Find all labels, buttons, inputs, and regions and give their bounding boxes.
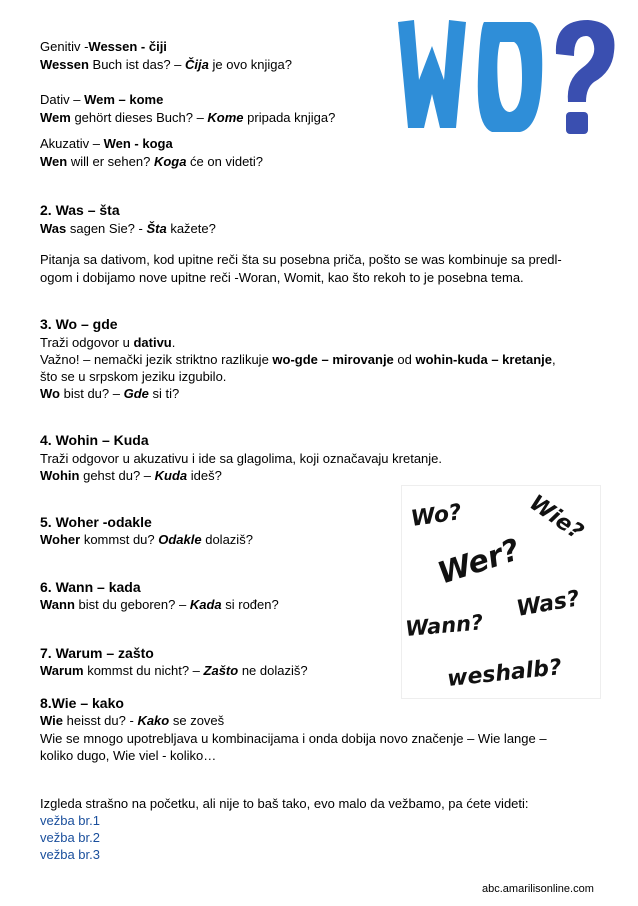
genitiv-line: Genitiv -Wessen - čiji [40, 39, 167, 54]
exercise-link-1[interactable]: vežba br.1 [40, 813, 100, 828]
wann-example: Wann bist du geboren? – Kada si rođen? [40, 597, 279, 612]
footer-site: abc.amarilisonline.com [482, 883, 594, 895]
wohin-example: Wohin gehst du? – Kuda ideš? [40, 468, 222, 483]
wie-example: Wie heisst du? - Kako se zoveš [40, 713, 225, 728]
wen-example: Wen will er sehen? Koga će on videti? [40, 154, 264, 169]
section-7-title: 7. Warum – zašto [40, 645, 154, 661]
question-words-image [401, 485, 601, 699]
scribble-word: Wer? [433, 532, 525, 592]
wie-paragraph-line-2: koliko dugo, Wie viel - koliko… [40, 748, 217, 763]
exercise-link-3[interactable]: vežba br.3 [40, 847, 100, 862]
wessen-example: Wessen Buch ist das? – Čija je ovo knjiga? [40, 57, 292, 72]
wo-line-2: Važno! – nemački jezik striktno razlikuje wo-gde – mirovanje od wohin-kuda – kretanje, [40, 352, 556, 367]
wo-example: Wo bist du? – Gde si ti? [40, 386, 180, 401]
section-5-title: 5. Woher -odakle [40, 514, 152, 530]
scribble-word: Was? [514, 586, 582, 622]
wohin-line-1: Traži odgovor u akuzativu i ide sa glagolima, koji označavaju kretanje. [40, 451, 443, 466]
section-8-title: 8.Wie – kako [40, 695, 124, 711]
scribble-word: Wo? [409, 500, 464, 532]
was-example: Was sagen Sie? - Šta kažete? [40, 221, 216, 236]
scribble-word: weshalb? [446, 655, 563, 692]
section-6-title: 6. Wann – kada [40, 579, 141, 595]
dativ-line: Dativ – Wem – kome [40, 92, 164, 107]
section-2-title: 2. Was – šta [40, 202, 120, 218]
logo-text: WO? [392, 16, 395, 17]
wo-line-1: Traži odgovor u dativu. [40, 335, 176, 350]
wem-example: Wem gehört dieses Buch? – Kome pripada knjiga? [40, 110, 336, 125]
scribble-word: Wann? [404, 610, 485, 641]
akuzativ-line: Akuzativ – Wen - koga [40, 136, 173, 151]
was-paragraph-line-2: ogom i dobijamo nove upitne reči -Woran, Womit, kao što rekoh to je posebna tema. [40, 270, 524, 285]
section-4-title: 4. Wohin – Kuda [40, 432, 149, 448]
warum-example: Warum kommst du nicht? – Zašto ne dolaziš? [40, 663, 308, 678]
outro-text: Izgleda strašno na početku, ali nije to baš tako, evo malo da vežbamo, pa ćete videti: [40, 796, 529, 811]
woher-example: Woher kommst du? Odakle dolaziš? [40, 532, 253, 547]
wo-line-3: što se u srpskom jeziku izgubilo. [40, 369, 227, 384]
wo-logo [392, 16, 620, 144]
scribble-word: Wie? [524, 490, 588, 546]
was-paragraph-line-1: Pitanja sa dativom, kod upitne reči šta su posebna priča, pošto se was kombinuje sa predl- [40, 252, 562, 267]
section-3-title: 3. Wo – gde [40, 316, 118, 332]
exercise-link-2[interactable]: vežba br.2 [40, 830, 100, 845]
wie-paragraph-line-1: Wie se mnogo upotrebljava u kombinacijama i onda dobija novo značenje – Wie lange – [40, 731, 547, 746]
